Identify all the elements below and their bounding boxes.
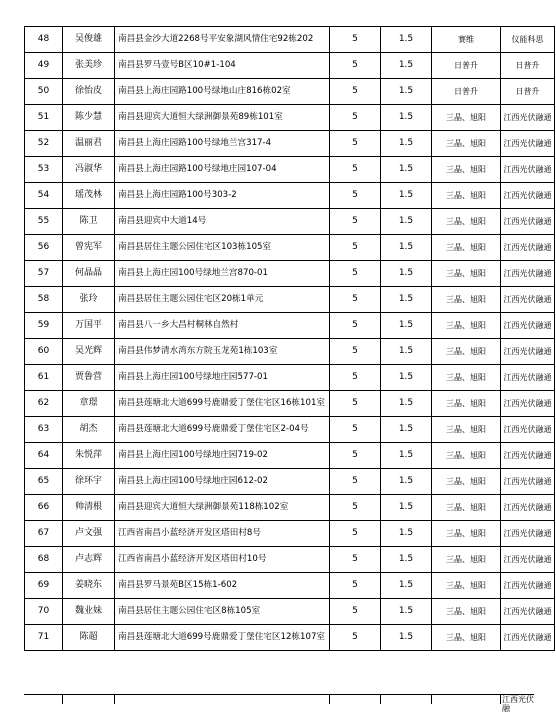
cell-organization: 江西光伏融通 <box>501 365 555 391</box>
cell-capacity: 1.5 <box>381 469 432 495</box>
cell-row-number: 68 <box>25 547 63 573</box>
table-row <box>25 235 555 261</box>
cell-owner-name: 卢文强 <box>63 521 115 547</box>
table-row <box>25 339 555 365</box>
cell-installer: 三晶、旭阳 <box>432 235 501 261</box>
table-row <box>25 495 555 521</box>
cell-owner-name: 陈卫 <box>63 209 115 235</box>
cell-install-address: 南昌县上海庄园100号绿地庄园612-02 <box>115 469 330 495</box>
household-pv-table <box>24 26 555 651</box>
cell-owner-name: 章璟 <box>63 391 115 417</box>
cell-installer: 三晶、旭阳 <box>432 469 501 495</box>
cell-install-address: 南昌县罗马壹号B区10#1-104 <box>115 53 330 79</box>
cell-organization: 仪能科思 <box>501 27 555 53</box>
cell-install-address: 南昌县居住主题公园住宅区20栋1单元 <box>115 287 330 313</box>
cell-install-address: 南昌县金沙大道2268号平安象湖风情住宅92栋202 <box>115 27 330 53</box>
cell-installer: 三晶、旭阳 <box>432 547 501 573</box>
cell-row-number: 56 <box>25 235 63 261</box>
cell-household-size: 5 <box>330 417 381 443</box>
cell-household-size: 5 <box>330 209 381 235</box>
cell-organization: 江西光伏融通 <box>501 235 555 261</box>
cell-household-size: 5 <box>330 391 381 417</box>
cell-capacity: 1.5 <box>381 547 432 573</box>
cell-owner-name: 朱悦萍 <box>63 443 115 469</box>
cell-owner-name: 何晶晶 <box>63 261 115 287</box>
cell-installer: 三晶、旭阳 <box>432 443 501 469</box>
subsidy-list-sheet <box>24 26 555 651</box>
table-row <box>25 209 555 235</box>
cell-row-number: 62 <box>25 391 63 417</box>
cell-owner-name: 曾宪军 <box>63 235 115 261</box>
cell-capacity: 1.5 <box>381 417 432 443</box>
table-row <box>25 287 555 313</box>
cell-organization: 江西光伏融通 <box>501 625 555 651</box>
cell-organization: 江西光伏融通 <box>501 157 555 183</box>
cell-install-address: 江西省南昌小蓝经济开发区塔田村10号 <box>115 547 330 573</box>
cell-row-number: 67 <box>25 521 63 547</box>
cell-organization: 日普升 <box>501 53 555 79</box>
cell-household-size: 5 <box>330 313 381 339</box>
cell-organization: 日普升 <box>501 79 555 105</box>
cell-row-number: 71 <box>25 625 63 651</box>
table-row <box>25 521 555 547</box>
cell-owner-name: 陈少慧 <box>63 105 115 131</box>
cell-owner-name: 姜晓东 <box>63 573 115 599</box>
cell-organization: 江西光伏融通 <box>501 105 555 131</box>
cell-row-number: 61 <box>25 365 63 391</box>
cell-organization: 江西光伏融通 <box>501 547 555 573</box>
cell-organization: 江西光伏融通 <box>501 339 555 365</box>
cell-household-size: 5 <box>330 157 381 183</box>
cell-installer: 三晶、旭阳 <box>432 131 501 157</box>
cell-capacity: 1.5 <box>381 79 432 105</box>
cell-organization: 江西光伏融通 <box>501 209 555 235</box>
cell-row-number: 48 <box>25 27 63 53</box>
cell-install-address: 南昌县罗马景苑B区15栋1-602 <box>115 573 330 599</box>
cell-capacity: 1.5 <box>381 495 432 521</box>
cell-row-number: 65 <box>25 469 63 495</box>
cell-capacity: 1.5 <box>381 599 432 625</box>
cell-row-number: 55 <box>25 209 63 235</box>
cell-household-size: 5 <box>330 521 381 547</box>
table-row <box>25 391 555 417</box>
cell-installer: 三晶、旭阳 <box>432 599 501 625</box>
cell-owner-name: 魏业妹 <box>63 599 115 625</box>
cell-owner-name: 冯淑华 <box>63 157 115 183</box>
cell-household-size: 5 <box>330 599 381 625</box>
cell-organization: 江西光伏融通 <box>501 261 555 287</box>
cell-owner-name: 瑶茂林 <box>63 183 115 209</box>
cell-installer: 日普升 <box>432 53 501 79</box>
table-row <box>25 53 555 79</box>
table-row <box>25 417 555 443</box>
cell-install-address: 南昌县迎宾中大道14号 <box>115 209 330 235</box>
cell-household-size: 5 <box>330 261 381 287</box>
cell-installer: 三晶、旭阳 <box>432 417 501 443</box>
cell-install-address: 南昌县莲塘北大道699号鹿鼎爱丁堡住宅区2-04号 <box>115 417 330 443</box>
table-row <box>25 313 555 339</box>
table-row <box>25 131 555 157</box>
cell-household-size: 5 <box>330 27 381 53</box>
cell-owner-name: 徐怡皮 <box>63 79 115 105</box>
cell-install-address: 南昌县八一乡大昌村桐林自然村 <box>115 313 330 339</box>
cell-household-size: 5 <box>330 365 381 391</box>
cell-owner-name: 吴俊雄 <box>63 27 115 53</box>
cell-owner-name: 徐环宇 <box>63 469 115 495</box>
cell-owner-name: 温丽君 <box>63 131 115 157</box>
table-body <box>25 27 555 651</box>
column-divider <box>431 695 432 704</box>
cut-row-org-fragment: 江西光伏融 <box>502 695 534 713</box>
cell-installer: 三晶、旭阳 <box>432 573 501 599</box>
cell-row-number: 52 <box>25 131 63 157</box>
cell-capacity: 1.5 <box>381 573 432 599</box>
table-row <box>25 183 555 209</box>
cell-capacity: 1.5 <box>381 261 432 287</box>
cell-capacity: 1.5 <box>381 157 432 183</box>
cell-household-size: 5 <box>330 287 381 313</box>
cell-installer: 三晶、旭阳 <box>432 261 501 287</box>
cell-owner-name: 吴光辉 <box>63 339 115 365</box>
table-row <box>25 157 555 183</box>
cell-capacity: 1.5 <box>381 339 432 365</box>
cut-off-row <box>24 694 534 713</box>
cell-install-address: 南昌县上海庄园路100号绿地山庄816栋02室 <box>115 79 330 105</box>
cell-row-number: 49 <box>25 53 63 79</box>
table-row <box>25 27 555 53</box>
cell-capacity: 1.5 <box>381 313 432 339</box>
table-row <box>25 469 555 495</box>
table-row <box>25 573 555 599</box>
cell-row-number: 54 <box>25 183 63 209</box>
cell-capacity: 1.5 <box>381 235 432 261</box>
cell-owner-name: 张玲 <box>63 287 115 313</box>
cell-row-number: 63 <box>25 417 63 443</box>
column-divider <box>114 695 115 704</box>
cell-installer: 日普升 <box>432 79 501 105</box>
cell-capacity: 1.5 <box>381 365 432 391</box>
cell-row-number: 59 <box>25 313 63 339</box>
cell-household-size: 5 <box>330 573 381 599</box>
cell-capacity: 1.5 <box>381 521 432 547</box>
cell-install-address: 南昌县迎宾大道恒大绿洲御景苑89栋101室 <box>115 105 330 131</box>
cell-capacity: 1.5 <box>381 443 432 469</box>
column-divider <box>329 695 330 704</box>
cell-install-address: 南昌县上海庄园路100号绿地兰宫317-4 <box>115 131 330 157</box>
cell-installer: 三晶、旭阳 <box>432 209 501 235</box>
cell-organization: 江西光伏融通 <box>501 443 555 469</box>
cell-install-address: 南昌县上海庄园100号绿地庄园577-01 <box>115 365 330 391</box>
cell-household-size: 5 <box>330 53 381 79</box>
cell-household-size: 5 <box>330 131 381 157</box>
cell-installer: 三晶、旭阳 <box>432 105 501 131</box>
cell-owner-name: 张美珍 <box>63 53 115 79</box>
cell-household-size: 5 <box>330 443 381 469</box>
cell-installer: 三晶、旭阳 <box>432 521 501 547</box>
cell-capacity: 1.5 <box>381 131 432 157</box>
cell-row-number: 51 <box>25 105 63 131</box>
cell-organization: 江西光伏融通 <box>501 521 555 547</box>
cell-row-number: 64 <box>25 443 63 469</box>
cell-owner-name: 帅清根 <box>63 495 115 521</box>
cell-organization: 江西光伏融通 <box>501 391 555 417</box>
cell-capacity: 1.5 <box>381 27 432 53</box>
cell-installer: 三晶、旭阳 <box>432 313 501 339</box>
cell-household-size: 5 <box>330 183 381 209</box>
cell-row-number: 57 <box>25 261 63 287</box>
cell-installer: 三晶、旭阳 <box>432 495 501 521</box>
cell-organization: 江西光伏融通 <box>501 469 555 495</box>
cell-household-size: 5 <box>330 105 381 131</box>
table-row <box>25 79 555 105</box>
cell-installer: 三晶、旭阳 <box>432 339 501 365</box>
cell-installer: 三晶、旭阳 <box>432 625 501 651</box>
cell-install-address: 南昌县上海庄园路100号绿地庄园107-04 <box>115 157 330 183</box>
cell-row-number: 70 <box>25 599 63 625</box>
cell-owner-name: 胡杰 <box>63 417 115 443</box>
cell-row-number: 60 <box>25 339 63 365</box>
cell-capacity: 1.5 <box>381 209 432 235</box>
cell-household-size: 5 <box>330 547 381 573</box>
cell-owner-name: 陈超 <box>63 625 115 651</box>
cell-installer: 三晶、旭阳 <box>432 183 501 209</box>
cell-installer: 三晶、旭阳 <box>432 287 501 313</box>
cell-installer: 三晶、旭阳 <box>432 365 501 391</box>
cell-installer: 三晶、旭阳 <box>432 157 501 183</box>
cell-row-number: 53 <box>25 157 63 183</box>
cell-install-address: 南昌县上海庄园100号绿地庄园719-02 <box>115 443 330 469</box>
cell-capacity: 1.5 <box>381 53 432 79</box>
cell-organization: 江西光伏融通 <box>501 599 555 625</box>
cell-capacity: 1.5 <box>381 391 432 417</box>
cell-organization: 江西光伏融通 <box>501 417 555 443</box>
table-row <box>25 625 555 651</box>
column-divider <box>62 695 63 704</box>
cell-capacity: 1.5 <box>381 105 432 131</box>
cell-organization: 江西光伏融通 <box>501 131 555 157</box>
cell-capacity: 1.5 <box>381 287 432 313</box>
cell-household-size: 5 <box>330 469 381 495</box>
cell-row-number: 66 <box>25 495 63 521</box>
cell-install-address: 南昌县居住主题公园住宅区103栋105室 <box>115 235 330 261</box>
cell-installer: 赛维 <box>432 27 501 53</box>
cell-household-size: 5 <box>330 235 381 261</box>
cell-install-address: 南昌县上海庄园路100号303-2 <box>115 183 330 209</box>
table-row <box>25 261 555 287</box>
cell-household-size: 5 <box>330 495 381 521</box>
cell-organization: 江西光伏融通 <box>501 183 555 209</box>
cell-install-address: 南昌县莲塘北大道699号鹿鼎爱丁堡住宅区16栋101室 <box>115 391 330 417</box>
cell-install-address: 江西省南昌小蓝经济开发区塔田村8号 <box>115 521 330 547</box>
table-row <box>25 599 555 625</box>
cell-row-number: 50 <box>25 79 63 105</box>
cell-organization: 江西光伏融通 <box>501 495 555 521</box>
cell-organization: 江西光伏融通 <box>501 287 555 313</box>
table-row <box>25 105 555 131</box>
cell-household-size: 5 <box>330 339 381 365</box>
cell-capacity: 1.5 <box>381 625 432 651</box>
cell-row-number: 69 <box>25 573 63 599</box>
cell-household-size: 5 <box>330 625 381 651</box>
cell-install-address: 南昌县莲塘北大道699号鹿鼎爱丁堡住宅区12栋107室 <box>115 625 330 651</box>
cell-owner-name: 贾鲁营 <box>63 365 115 391</box>
cell-owner-name: 万国平 <box>63 313 115 339</box>
table-row <box>25 443 555 469</box>
cell-organization: 江西光伏融通 <box>501 313 555 339</box>
table-row <box>25 365 555 391</box>
column-divider <box>380 695 381 704</box>
cell-install-address: 南昌县上海庄园100号绿地兰宫870-01 <box>115 261 330 287</box>
cell-owner-name: 卢志辉 <box>63 547 115 573</box>
cell-install-address: 南昌县居住主题公园住宅区8栋105室 <box>115 599 330 625</box>
cell-capacity: 1.5 <box>381 183 432 209</box>
cell-row-number: 58 <box>25 287 63 313</box>
cell-household-size: 5 <box>330 79 381 105</box>
cell-organization: 江西光伏融通 <box>501 573 555 599</box>
cell-install-address: 南昌县伟梦清水湾东方院玉龙苑1栋103室 <box>115 339 330 365</box>
cell-install-address: 南昌县迎宾大道恒大绿洲御景苑118栋102室 <box>115 495 330 521</box>
column-divider <box>500 695 501 704</box>
table-row <box>25 547 555 573</box>
cell-installer: 三晶、旭阳 <box>432 391 501 417</box>
